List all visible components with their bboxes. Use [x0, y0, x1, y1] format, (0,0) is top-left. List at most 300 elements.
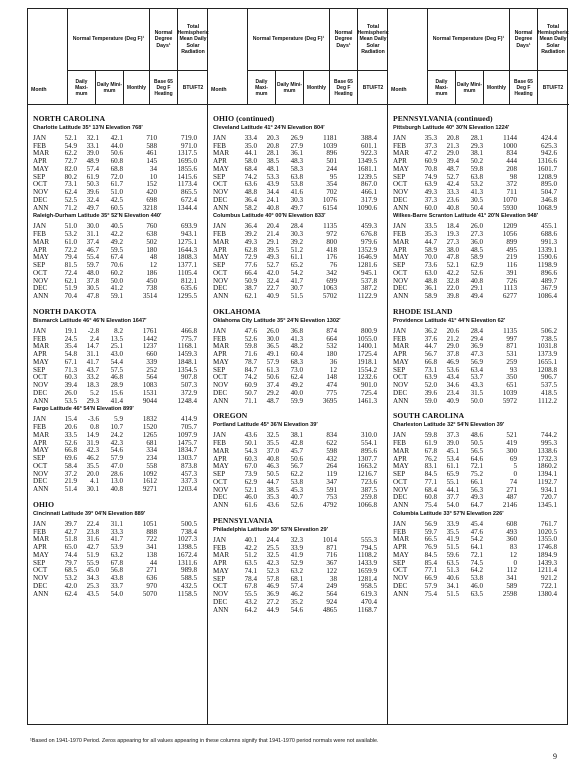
month-cell: FEB [213, 439, 227, 448]
degree-days-cell: 924 [326, 597, 337, 606]
station-data [208, 328, 387, 406]
month-cell: DEC [393, 581, 408, 590]
solar-radiation-cell: 722.1 [541, 581, 557, 590]
month-cell: NOV [213, 188, 229, 197]
solar-radiation-cell: 1122.9 [357, 292, 377, 301]
degree-days-cell: 1051 [142, 519, 157, 528]
daily-max-cell: 44.7 [424, 342, 437, 351]
degree-days-cell: 76 [329, 261, 337, 270]
daily-min-cell: 39.5 [266, 245, 279, 254]
daily-min-cell: 20.8 [266, 141, 279, 150]
solar-radiation-cell: 1303.7 [177, 454, 197, 463]
degree-days-cell: 10 [149, 172, 157, 181]
state-heading: NORTH DAKOTA [33, 306, 97, 316]
solar-radiation-cell: 800.9 [361, 326, 377, 335]
month-cell: FEB [33, 141, 47, 150]
daily-min-cell: 39.8 [446, 292, 459, 301]
monthly-cell: 54.6 [290, 605, 303, 614]
monthly-cell: 51.5 [290, 292, 303, 301]
solar-radiation-cell: 588.5 [181, 574, 197, 583]
table-row [33, 591, 204, 599]
degree-days-cell: 1209 [502, 222, 517, 231]
daily-min-cell: 42.3 [266, 559, 279, 568]
monthly-cell: 44.0 [110, 141, 123, 150]
monthly-cell: 63.2 [110, 550, 123, 559]
daily-min-cell: 46.9 [446, 357, 459, 366]
degree-days-cell: 487 [506, 493, 517, 502]
daily-maximum-header: Daily Maxi- mum [68, 71, 96, 105]
daily-min-cell: 43.9 [266, 180, 279, 189]
monthly-cell: 64.1 [470, 543, 483, 552]
month-cell: MAY [33, 164, 49, 173]
monthly-cell: 30.3 [290, 195, 303, 204]
monthly-cell: 54.6 [110, 446, 123, 455]
daily-min-cell: 27.2 [266, 597, 279, 606]
solar-radiation-header: Total Hemispheric Mean Daily Solar Radiation [538, 9, 568, 71]
month-cell: SEP [393, 261, 406, 270]
solar-radiation-cell: 907.8 [181, 373, 197, 382]
solar-radiation-cell: 1439.3 [537, 558, 557, 567]
monthly-cell: 53.8 [470, 574, 483, 583]
daily-max-cell: 74.1 [244, 566, 257, 575]
daily-min-cell: 32.4 [86, 195, 99, 204]
degree-days-cell: 1135 [323, 222, 337, 231]
solar-radiation-cell: 958.5 [361, 582, 377, 591]
degree-days-cell: 341 [506, 574, 517, 583]
station-data [28, 135, 207, 213]
degree-days-cell: 347 [326, 477, 337, 486]
daily-max-cell: 44.7 [424, 237, 437, 246]
month-cell: NOV [393, 188, 409, 197]
daily-min-cell: 5.2 [90, 388, 99, 397]
station-heading: Charleston Latitude 32° 54′N Elevation 39′ [393, 422, 505, 429]
daily-max-cell: 47.6 [244, 326, 257, 335]
solar-radiation-cell: 744.2 [541, 431, 557, 440]
solar-radiation-cell: 1672.4 [177, 550, 197, 559]
daily-max-cell: 49.3 [424, 188, 437, 197]
solar-radiation-cell: 1380.4 [537, 589, 557, 598]
daily-min-cell: 20.0 [86, 469, 99, 478]
daily-min-cell: 48.7 [266, 396, 279, 405]
degree-days-cell: 722 [146, 535, 157, 544]
table-row [213, 293, 384, 301]
daily-min-cell: 43.4 [446, 373, 459, 382]
daily-max-cell: 62.4 [64, 589, 77, 598]
monthly-cell: 29.1 [470, 284, 483, 293]
monthly-cell: 54.2 [290, 268, 303, 277]
solar-radiation-cell: 1646.9 [357, 253, 377, 262]
daily-max-cell: 73.1 [424, 365, 437, 374]
degree-days-cell: 420 [146, 188, 157, 197]
solar-radiation-cell: 688.6 [541, 230, 557, 239]
solar-radiation-cell: 500.5 [181, 519, 197, 528]
daily-max-cell: 71.2 [64, 203, 77, 212]
station-heading: Philadelphia Latitude 39° 53′N Elevation 29′ [213, 526, 328, 533]
normal-degree-days-header: Normal Degree Days¹ [150, 9, 178, 71]
daily-max-cell: 49.3 [244, 237, 257, 246]
degree-days-cell: 116 [506, 261, 517, 270]
daily-max-cell: 58.2 [244, 203, 257, 212]
degree-days-cell: 1181 [323, 133, 337, 142]
monthly-cell: 53.9 [110, 543, 123, 552]
degree-days-cell: 98 [509, 172, 517, 181]
daily-max-cell: 60.8 [424, 493, 437, 502]
degree-days-cell: 598 [326, 446, 337, 455]
month-cell: ANN [33, 589, 49, 598]
solar-radiation-cell: 725.4 [361, 388, 377, 397]
daily-min-cell: 44.9 [266, 605, 279, 614]
month-cell: APR [213, 245, 227, 254]
solar-radiation-cell: 367.9 [541, 284, 557, 293]
degree-days-cell: 208 [506, 164, 517, 173]
daily-max-cell: 75.4 [424, 501, 437, 510]
month-cell: NOV [33, 574, 49, 583]
normal-temperature-header: Normal Temperature (Deg F)¹ [248, 9, 330, 71]
month-cell: JAN [33, 415, 47, 424]
daily-min-cell: 30.0 [86, 222, 99, 231]
station-heading: Cincinnati Latitude 39° 04′N Elevation 889′ [33, 510, 146, 517]
month-cell: OCT [393, 268, 408, 277]
daily-max-cell: 52.6 [64, 438, 77, 447]
monthly-cell: 51.2 [290, 245, 303, 254]
month-cell: SEP [213, 470, 226, 479]
daily-max-cell: 53.2 [64, 574, 77, 583]
solar-radiation-cell: 1248.4 [177, 396, 197, 405]
solar-radiation-cell: 934.1 [541, 485, 557, 494]
daily-min-cell: 49.7 [86, 203, 99, 212]
daily-max-cell: 66.8 [64, 446, 77, 455]
daily-min-cell: 21.2 [446, 334, 459, 343]
monthly-cell: 58.3 [290, 164, 303, 173]
table-column-2 [208, 9, 388, 724]
monthly-header: Monthly [304, 71, 330, 105]
month-cell: ANN [213, 292, 229, 301]
degree-days-cell: 698 [146, 195, 157, 204]
solar-radiation-cell: 867.0 [361, 180, 377, 189]
monthly-cell: 36.9 [470, 342, 483, 351]
solar-radiation-cell: 1725.4 [357, 350, 377, 359]
month-cell: DEC [213, 597, 228, 606]
month-cell: DEC [33, 581, 48, 590]
month-cell: DEC [393, 388, 408, 397]
degree-days-cell: 36 [329, 357, 337, 366]
daily-min-cell: 45.1 [446, 446, 459, 455]
solar-radiation-cell: 1068.9 [537, 203, 557, 212]
daily-min-cell: 53.4 [446, 454, 459, 463]
daily-min-cell: 38.5 [266, 157, 279, 166]
column-body [28, 105, 207, 598]
daily-max-cell: 51.2 [244, 551, 257, 560]
degree-days-cell: 1144 [503, 133, 517, 142]
normal-degree-days-header: Normal Degree Days¹ [510, 9, 538, 71]
monthly-cell: 41.2 [110, 284, 123, 293]
degree-days-cell: 1520 [142, 423, 157, 432]
solar-radiation-cell: 1316.6 [537, 157, 557, 166]
daily-min-cell: 31.9 [86, 438, 99, 447]
degree-days-cell: 249 [326, 582, 337, 591]
month-cell: MAY [393, 357, 409, 366]
daily-min-cell: 36.5 [266, 342, 279, 351]
table-column-3 [388, 9, 569, 724]
daily-minimum-header: Daily Mini- mum [96, 71, 124, 105]
month-cell: MAR [213, 149, 230, 158]
month-cell: ANN [213, 396, 229, 405]
month-cell: APR [33, 543, 47, 552]
degree-days-cell: 180 [326, 350, 337, 359]
daily-max-cell: 64.2 [244, 605, 257, 614]
daily-max-cell: 58.9 [424, 245, 437, 254]
month-cell: APR [33, 157, 47, 166]
month-cell: ANN [33, 292, 49, 301]
degree-days-cell: 9271 [142, 485, 157, 494]
daily-max-cell: 35.3 [424, 133, 437, 142]
solar-radiation-cell: 310.0 [361, 431, 377, 440]
monthly-cell: 64.2 [470, 566, 483, 575]
month-cell: SEP [393, 365, 406, 374]
monthly-cell: 52.6 [290, 501, 303, 510]
month-cell: MAR [393, 237, 410, 246]
daily-min-cell: 18.3 [86, 381, 99, 390]
degree-days-cell: 152 [146, 180, 157, 189]
monthly-cell: 43.8 [110, 574, 123, 583]
solar-radiation-cell: 895.0 [541, 180, 557, 189]
monthly-cell: 63.5 [470, 589, 483, 598]
solar-radiation-cell: 1848.1 [177, 357, 197, 366]
daily-max-cell: 79.7 [64, 558, 77, 567]
month-cell: FEB [213, 543, 227, 552]
monthly-cell: 56.7 [290, 462, 303, 471]
daily-min-cell: 59.6 [446, 550, 459, 559]
solar-radiation-cell: 1398.5 [177, 543, 197, 552]
daily-max-cell: 54.9 [64, 141, 77, 150]
solar-radiation-cell: 775.7 [181, 334, 197, 343]
daily-min-cell: -2.8 [87, 326, 99, 335]
daily-max-cell: 78.7 [244, 357, 257, 366]
solar-radiation-cell: 555.3 [361, 535, 377, 544]
degree-days-cell: 0 [513, 470, 517, 479]
monthly-cell: 46.0 [470, 581, 483, 590]
daily-max-cell: 37.3 [424, 195, 437, 204]
daily-min-cell: 38.0 [446, 245, 459, 254]
month-cell: ANN [393, 292, 409, 301]
month-cell: OCT [393, 180, 408, 189]
solar-radiation-cell: 922.3 [361, 149, 377, 158]
daily-max-cell: 72.9 [244, 253, 257, 262]
degree-days-cell: 699 [326, 276, 337, 285]
daily-max-cell: 36.2 [424, 326, 437, 335]
solar-radiation-cell: 942.6 [541, 149, 557, 158]
daily-min-cell: 33.9 [446, 519, 459, 528]
solar-radiation-cell: 1281.4 [357, 574, 377, 583]
month-cell: FEB [393, 527, 407, 536]
daily-min-cell: 39.4 [446, 157, 459, 166]
daily-min-cell: 48.7 [446, 164, 459, 173]
solar-radiation-cell: 455.1 [541, 222, 557, 231]
degree-days-cell: 660 [146, 350, 157, 359]
month-cell: JAN [393, 133, 407, 142]
degree-days-cell: 1014 [322, 535, 337, 544]
daily-min-cell: 32.4 [266, 276, 279, 285]
monthly-cell: 62.9 [470, 261, 483, 270]
month-cell: ANN [33, 485, 49, 494]
daily-max-cell: 20.6 [64, 423, 77, 432]
monthly-cell: 48.2 [290, 342, 303, 351]
degree-days-cell: 391 [506, 268, 517, 277]
solar-radiation-cell: 1659.9 [357, 566, 377, 575]
monthly-cell: 45.4 [470, 519, 483, 528]
daily-max-cell: 85.4 [424, 558, 437, 567]
degree-days-cell: 95 [329, 172, 337, 181]
month-cell: FEB [33, 334, 47, 343]
solar-radiation-cell: 1377.1 [177, 261, 197, 270]
daily-max-cell: 39.6 [424, 388, 437, 397]
monthly-cell: 38.1 [290, 431, 303, 440]
daily-min-cell: 34.3 [86, 574, 99, 583]
degree-days-cell: 871 [506, 342, 517, 351]
degree-days-cell: 148 [326, 373, 337, 382]
daily-minimum-header: Daily Mini- mum [456, 71, 484, 105]
station-data [388, 328, 569, 406]
degree-days-cell: 1237 [142, 342, 157, 351]
station-heading: Oklahoma City Latitude 35° 24′N Elevation 1302′ [213, 317, 341, 324]
solar-radiation-cell: 1311.6 [177, 558, 197, 567]
table-row [393, 293, 566, 301]
monthly-cell: 59.5 [110, 245, 123, 254]
daily-min-cell: 46.7 [86, 245, 99, 254]
column-body [208, 105, 387, 614]
month-cell: NOV [33, 381, 49, 390]
degree-days-cell: 558 [146, 461, 157, 470]
daily-max-cell: 35.4 [64, 342, 77, 351]
daily-min-cell: 0.8 [90, 423, 99, 432]
climate-table [27, 8, 568, 725]
degree-days-cell: 74 [509, 477, 517, 486]
month-cell: FEB [33, 230, 47, 239]
table-row [213, 502, 384, 510]
degree-days-cell: 495 [506, 245, 517, 254]
month-cell: MAY [213, 462, 229, 471]
station-heading: Columbia Latitude 33° 57′N Elevation 226′ [393, 510, 504, 517]
month-cell: SEP [393, 172, 406, 181]
daily-min-cell: 23.6 [446, 195, 459, 204]
daily-max-cell: 60.9 [424, 157, 437, 166]
state-heading: PENNSYLVANIA (continued) [393, 114, 493, 123]
monthly-cell: 35.2 [290, 597, 303, 606]
daily-min-cell: 18.4 [446, 222, 459, 231]
month-cell: MAR [33, 430, 50, 439]
daily-min-cell: 20.4 [266, 222, 279, 231]
daily-min-cell: 48.1 [266, 164, 279, 173]
degree-days-cell: 12 [329, 365, 337, 374]
degree-days-cell: 997 [506, 334, 517, 343]
degree-days-cell: 608 [506, 519, 517, 528]
month-cell: MAR [33, 149, 50, 158]
degree-days-cell: 461 [146, 149, 157, 158]
daily-min-cell: 38.5 [266, 485, 279, 494]
degree-days-cell: 636 [146, 574, 157, 583]
daily-max-cell: 68.4 [424, 485, 437, 494]
station-data [208, 135, 387, 213]
month-cell: MAY [213, 566, 229, 575]
daily-min-cell: 20.6 [446, 326, 459, 335]
month-cell: SEP [393, 470, 406, 479]
degree-days-cell: 1265 [142, 430, 157, 439]
daily-max-cell: 68.4 [244, 164, 257, 173]
month-cell: MAY [393, 462, 409, 471]
degree-days-cell: 219 [506, 253, 517, 262]
solar-radiation-cell: 901.0 [361, 381, 377, 390]
monthly-cell: 50.4 [470, 203, 483, 212]
monthly-cell: 45.7 [290, 446, 303, 455]
month-cell: FEB [393, 141, 407, 150]
base-65-heating-header: Base 65 Deg F Heating [330, 71, 358, 105]
degree-days-cell: 638 [146, 230, 157, 239]
station-heading: Portland Latitude 45° 36′N Elevation 39′ [213, 422, 318, 429]
monthly-cell: 36.8 [290, 326, 303, 335]
daily-max-cell: 78.4 [244, 574, 257, 583]
monthly-cell: 8.2 [114, 326, 123, 335]
daily-min-cell: 44.7 [266, 477, 279, 486]
daily-min-cell: 40.8 [266, 203, 279, 212]
daily-max-cell: 73.1 [64, 180, 77, 189]
monthly-cell: 47.0 [110, 461, 123, 470]
month-cell: JAN [393, 326, 407, 335]
monthly-cell: 42.8 [290, 439, 303, 448]
daily-max-cell: 56.9 [424, 519, 437, 528]
degree-days-cell: 360 [506, 535, 517, 544]
degree-days-cell: 531 [506, 350, 517, 359]
solar-radiation-cell: 1590.6 [537, 253, 557, 262]
daily-max-cell: 19.1 [64, 326, 77, 335]
month-cell: NOV [33, 276, 49, 285]
monthly-cell: 30.7 [290, 284, 303, 293]
solar-radiation-cell: 1198.9 [537, 261, 557, 270]
monthly-cell: 60.2 [110, 268, 123, 277]
daily-max-cell: 51.9 [64, 284, 77, 293]
station-data [388, 135, 569, 213]
daily-min-cell: 35.5 [266, 439, 279, 448]
monthly-cell: 53.8 [290, 180, 303, 189]
daily-min-cell: 47.8 [446, 253, 459, 262]
daily-max-cell: 61.0 [64, 237, 77, 246]
daily-min-cell: 14.7 [86, 342, 99, 351]
solar-radiation-cell: 466.1 [361, 188, 377, 197]
monthly-cell: 29.3 [470, 141, 483, 150]
month-cell: NOV [33, 188, 49, 197]
daily-max-cell: 39.2 [244, 230, 257, 239]
daily-max-cell: 21.9 [64, 477, 77, 486]
daily-max-cell: 36.1 [424, 284, 437, 293]
daily-min-cell: 31.1 [86, 350, 99, 359]
monthly-cell: 31.5 [470, 388, 483, 397]
solar-radiation-cell: 1031.8 [537, 342, 557, 351]
daily-max-cell: 61.6 [244, 501, 257, 510]
monthly-cell: 36.0 [470, 237, 483, 246]
month-cell: NOV [213, 485, 229, 494]
monthly-cell: 67.4 [110, 253, 123, 262]
month-cell: ANN [33, 203, 49, 212]
degree-days-cell: 896 [326, 149, 337, 158]
degree-days-cell: 1612 [142, 477, 157, 486]
solar-radiation-cell: 1354.5 [177, 365, 197, 374]
daily-min-cell: 19.3 [446, 230, 459, 239]
solar-radiation-cell: 1655.1 [537, 357, 557, 366]
degree-days-cell: 622 [326, 439, 337, 448]
daily-min-cell: 50.3 [86, 180, 99, 189]
daily-max-cell: 52.5 [64, 195, 77, 204]
daily-max-cell: 43.6 [244, 431, 257, 440]
station-data [388, 223, 569, 301]
